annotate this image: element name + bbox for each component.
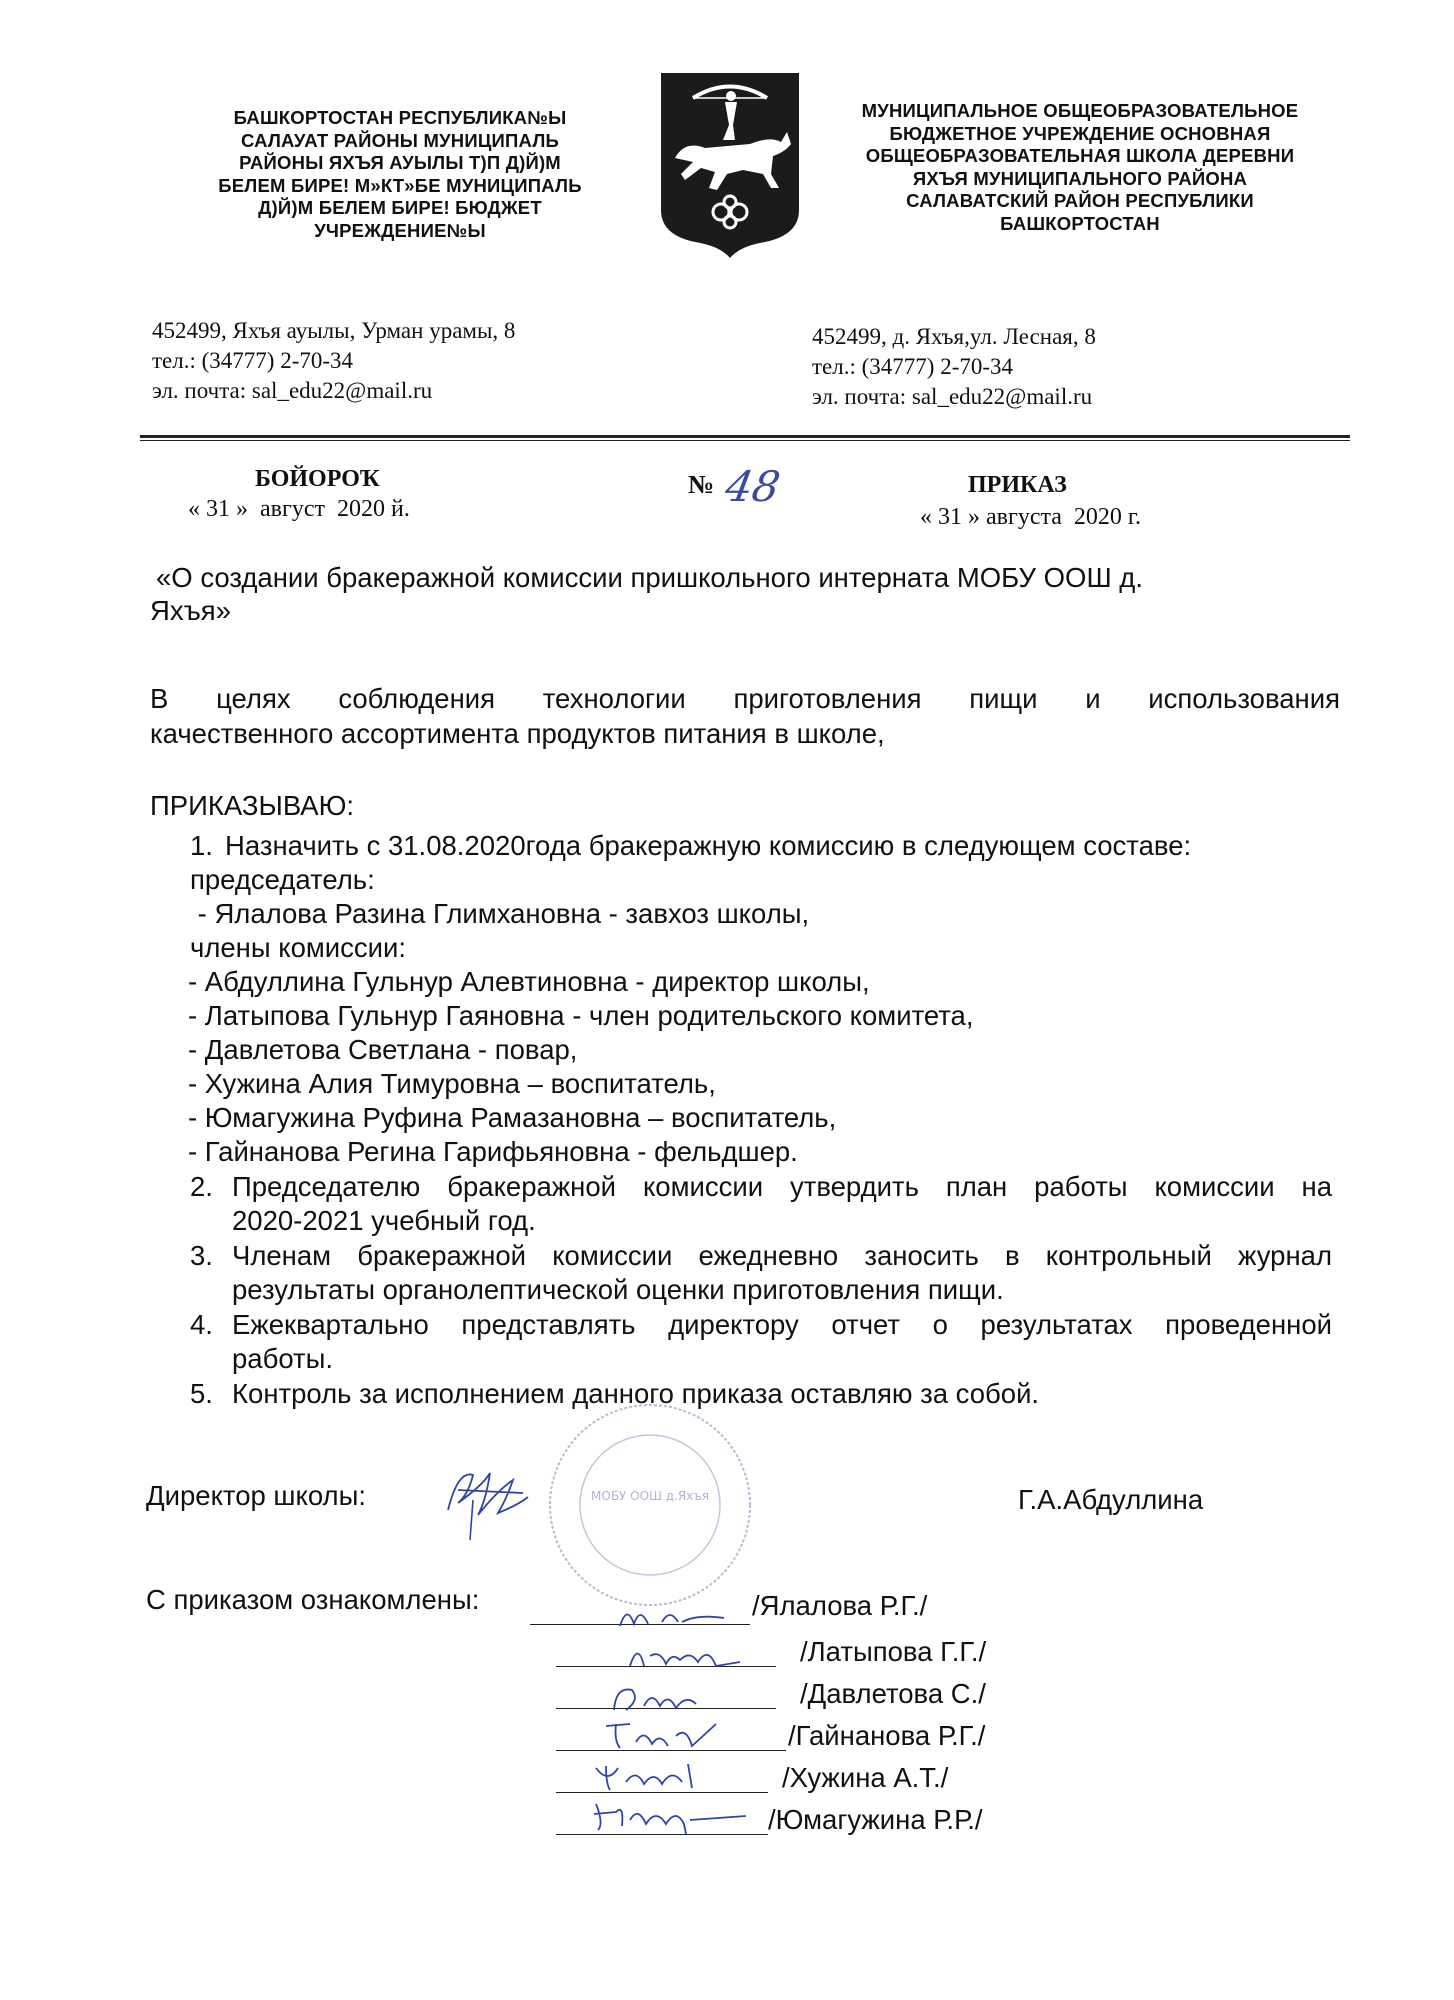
member-line: - Хужина Алия Тимуровна – воспитатель,: [188, 1068, 716, 1099]
org-line: Д)Й)М БЕЛЕМ БИРЕ! БЮДЖЕТ: [258, 197, 542, 218]
subject-line-1: «О создании бракеражной комиссии пришкольного интерната МОБУ ООШ д.: [156, 562, 1143, 593]
order-date-russian: « 31 » августа 2020 г.: [920, 504, 1142, 530]
org-line: ЯХЪЯ МУНИЦИПАЛЬНОГО РАЙОНА: [912, 167, 1248, 189]
order-title-russian: ПРИКАЗ: [968, 472, 1067, 498]
order-title-bashkir: БОЙОРОҠ: [255, 466, 380, 492]
address-line: тел.: (34777) 2-70-34: [812, 354, 1014, 379]
signature-icon: [620, 1636, 750, 1676]
member-line: - Давлетова Светлана - повар,: [188, 1034, 578, 1065]
coat-of-arms-emblem: [655, 70, 805, 260]
item-number: 4.: [190, 1309, 213, 1340]
member-line: - Юмагужина Руфина Рамазановна – воспитатель,: [188, 1102, 837, 1133]
member-line: - Латыпова Гульнур Гаяновна - член родительского комитета,: [188, 1000, 974, 1031]
signature-icon: [596, 1716, 726, 1756]
org-line: БАШКОРТОСТАН РЕСПУБЛИКА№Ы: [233, 107, 567, 128]
order-word: ПРИКАЗЫВАЮ:: [150, 790, 355, 821]
acquainted-name: /Давлетова С./: [800, 1678, 986, 1709]
order-number-label: №: [688, 470, 715, 499]
org-line: ОБЩЕОБРАЗОВАТЕЛЬНАЯ ШКОЛА ДЕРЕВНИ: [865, 145, 1295, 166]
members-label: члены комиссии:: [190, 932, 407, 963]
item-3-line-1: Членам бракеражной комиссии ежедневно заносить в контрольный журнал: [232, 1240, 1332, 1271]
item-4-line-2: работы.: [232, 1343, 334, 1374]
order-date-bashkir: « 31 » август 2020 й.: [188, 496, 410, 522]
acquainted-name: /Юмагужина Р.Р./: [768, 1804, 983, 1835]
header-divider: [140, 435, 1350, 441]
item-number: 1.: [190, 830, 213, 861]
member-line: - Гайнанова Регина Гарифьяновна - фельдшер.: [188, 1136, 798, 1167]
org-line: САЛАВАТСКИЙ РАЙОН РЕСПУБЛИКИ: [906, 190, 1254, 211]
acquainted-name: /Хужина А.Т./: [782, 1762, 949, 1793]
address-line: тел.: (34777) 2-70-34: [152, 348, 354, 373]
acquainted-label: С приказом ознакомлены:: [146, 1584, 480, 1615]
org-line: МУНИЦИПАЛЬНОЕ ОБЩЕОБРАЗОВАТЕЛЬНОЕ: [861, 100, 1299, 121]
address-russian: [812, 322, 1096, 412]
intro-line-1: В целях соблюдения технологии приготовления пищи и использования: [150, 683, 1340, 714]
acquainted-name: /Латыпова Г.Г./: [800, 1636, 987, 1667]
official-stamp: [545, 1400, 755, 1610]
item-2-line-1: Председателю бракеражной комиссии утвердить план работы комиссии на: [232, 1171, 1332, 1202]
item-number: 3.: [190, 1240, 213, 1271]
chair-label: председатель:: [190, 864, 375, 895]
signature-icon: [612, 1596, 732, 1636]
signature-yalalova: [612, 1596, 732, 1636]
signature-gainanova: [596, 1716, 726, 1756]
subject-line-2: Яхъя»: [150, 595, 231, 626]
org-line: УЧРЕЖДЕНИЕ№Ы: [314, 219, 486, 241]
director-name: Г.А.Абдуллина: [1018, 1484, 1204, 1515]
org-line: БАШКОРТОСТАН: [1000, 212, 1160, 234]
address-line: 452499, д. Яхъя,ул. Лесная, 8: [812, 324, 1096, 349]
signature-latypova: [620, 1636, 750, 1676]
address-line: 452499, Яхъя ауылы, Урман урамы, 8: [152, 318, 516, 343]
order-number-handwritten: 48: [721, 462, 784, 511]
org-line: БЕЛЕМ БИРЕ! М»КТ»БЕ МУНИЦИПАЛЬ: [218, 174, 582, 196]
signature-yumaguzhina: [586, 1794, 756, 1838]
signature-davletova: [606, 1680, 726, 1718]
director-label: Директор школы:: [146, 1480, 366, 1511]
item-4-line-1: Ежеквартально представлять директору отчет о результатах проведенной: [232, 1309, 1332, 1340]
org-line: РАЙОНЫ ЯХЪЯ АУЫЛЫ Т)П Д)Й)М: [239, 152, 561, 173]
acquainted-name: /Ялалова Р.Г./: [752, 1590, 928, 1621]
org-name-russian: [820, 100, 1340, 235]
signature-khuzhina: [588, 1754, 718, 1796]
org-line: БЮДЖЕТНОЕ УЧРЕЖДЕНИЕ ОСНОВНАЯ: [889, 122, 1271, 144]
item-1-text: Назначить с 31.08.2020года бракеражную комиссию в следующем составе:: [225, 830, 1192, 861]
signature-icon: [606, 1680, 726, 1718]
signature-icon: [588, 1754, 718, 1796]
address-line: эл. почта: sal_edu22@mail.ru: [812, 384, 1093, 409]
stamp-text: МОБУ ООШ д.Яхъя: [591, 1489, 709, 1503]
item-number: 2.: [190, 1171, 213, 1202]
signature-icon: [428, 1455, 538, 1545]
director-signature: [428, 1455, 538, 1545]
org-line: САЛАУАТ РАЙОНЫ МУНИЦИПАЛЬ: [240, 129, 560, 151]
item-number: 5.: [190, 1378, 213, 1409]
address-bashkir: [152, 316, 515, 406]
signature-icon: [586, 1794, 756, 1838]
acquainted-name: /Гайнанова Р.Г./: [788, 1720, 986, 1751]
org-name-bashkir: [150, 107, 650, 242]
stamp-seal-icon: [545, 1400, 755, 1610]
intro-line-2: качественного ассортимента продуктов питания в школе,: [150, 718, 885, 749]
member-line: - Абдуллина Гульнур Алевтиновна - директор школы,: [188, 966, 870, 997]
chair-member: - Ялалова Разина Глимхановна - завхоз школы,: [190, 898, 810, 929]
item-5-text: Контроль за исполнением данного приказа оставляю за собой.: [232, 1378, 1040, 1409]
item-2-line-2: 2020-2021 учебный год.: [232, 1205, 536, 1236]
item-3-line-2: результаты органолептической оценки приготовления пищи.: [232, 1274, 1004, 1305]
coat-of-arms-icon: [655, 70, 805, 260]
address-line: эл. почта: sal_edu22@mail.ru: [152, 378, 433, 403]
